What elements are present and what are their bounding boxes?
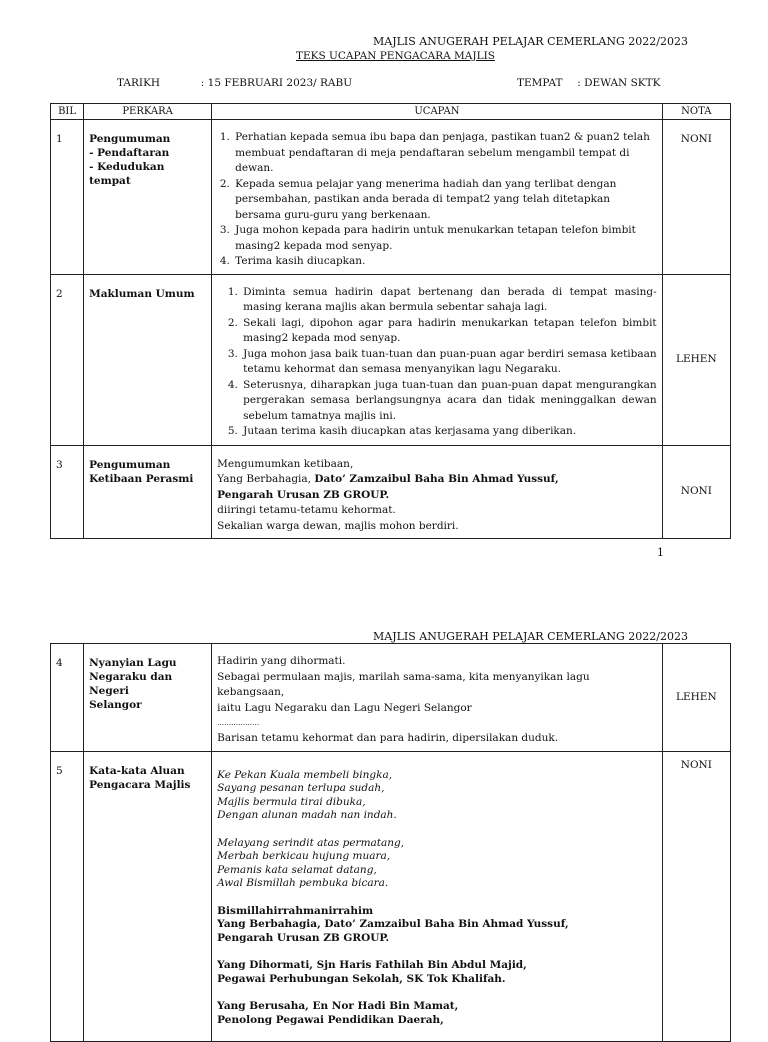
pantun-line: Majlis bermula tirai dibuka, [217, 795, 366, 808]
pantun-line: Dengan alunan madah nan indah. [217, 809, 397, 821]
row-subject [84, 120, 212, 275]
speech-line [217, 472, 656, 488]
row-subject [84, 274, 212, 445]
subject-line: Pengumuman [89, 458, 171, 471]
list-item: 1. Diminta semua hadirin dapat bertenang dan berada di tempat masing-masing kerana majlis akan bermula sebentar sahaja lagi. [241, 285, 656, 316]
greeting-line: Yang Berusaha, En Nor Hadi Bin Mamat, [217, 1000, 459, 1012]
speech-list [217, 130, 656, 270]
subject-line: Selangor [89, 699, 142, 711]
venue-label: TEMPAT [517, 77, 563, 89]
document-title: TEKS UCAPAN PENGACARA MAJLIS [296, 50, 495, 62]
row-speech [212, 751, 662, 1041]
greeting-line: Pengarah Urusan ZB GROUP. [217, 931, 390, 944]
pantun-line: Pemanis kata selamat datang, [217, 863, 377, 876]
list-item: 1. Perhatian kepada semua ibu bapa dan penjaga, pastikan tuan2 & puan2 telah membuat pendaftaran di meja pendaftaran sebelum mengambil tempat di dewan. [233, 130, 656, 177]
subject-line: - Pendaftaran [89, 147, 170, 159]
row-note: NONI [662, 120, 730, 275]
speech-line: Barisan tetamu kehormat dan para hadirin, dipersilakan duduk. [217, 732, 559, 744]
greeting-line: Pegawai Perhubungan Sekolah, SK Tok Khalifah. [217, 972, 506, 985]
pantun-line: Merbah berkicau hujung muara, [217, 850, 391, 862]
greeting-line: Yang Berbahagia, Dato’ Zamzaibul Baha Bin Ahmad Yussuf, [217, 918, 569, 930]
greeting-line: Penolong Pegawai Pendidikan Daerah, [217, 1013, 444, 1026]
speech-line: Hadirin yang dihormati. [217, 655, 346, 667]
row-number: 3 [51, 445, 84, 539]
row-speech [212, 445, 662, 539]
row-note: NONI [662, 751, 730, 1041]
subject-line: Nyanyian Lagu [89, 657, 177, 669]
row-subject [84, 445, 212, 539]
row-subject [84, 644, 212, 752]
list-item: 3. Juga mohon jasa baik tuan-tuan dan puan-puan agar berdiri semasa ketibaan tetamu kehormat dan semasa menyanyikan lagu Negaraku. [241, 347, 656, 378]
guest-title: Pengarah Urusan ZB GROUP. [217, 488, 390, 501]
speech-list [217, 285, 656, 440]
speech-line: Sebagai permulaan majis, marilah sama-sama, kita menyanyikan lagu kebangsaan, [217, 670, 590, 698]
list-item: 2. Kepada semua pelajar yang menerima hadiah dan yang terlibat dengan persembahan, pastikan anda berada di tempat2 yang telah ditetapkan bersama guru-guru yang berkenaan. [233, 177, 656, 224]
greeting-block [217, 959, 656, 986]
pantun-line: Awal Bismillah pembuka bicara. [217, 877, 389, 889]
row-number: 2 [51, 274, 84, 445]
col-header-bil: BIL [51, 104, 84, 120]
greeting-line: Bismillahirrahmanirrahim [217, 904, 374, 917]
speech-line: diiringi tetamu-tetamu kehormat. [217, 504, 396, 516]
list-item: 2. Sekali lagi, dipohon agar para hadirin menukarkan tetapan telefon bimbit masing2 kepada mod senyap. [241, 316, 656, 347]
row-number: 1 [51, 120, 84, 275]
date-label: TARIKH [117, 77, 161, 89]
speech-text: Yang Berbahagia, [217, 473, 315, 485]
subject-line: Negaraku dan Negeri [89, 671, 173, 697]
col-header-nota: NOTA [662, 104, 730, 120]
row-note: LEHEN [662, 274, 730, 445]
program-table [50, 103, 731, 539]
date-value: : 15 FEBRUARI 2023/ RABU [200, 77, 353, 89]
greeting-block [217, 1000, 656, 1027]
speech-line: Mengumumkan ketibaan, [217, 457, 354, 470]
event-title-page2: MAJLIS ANUGERAH PELAJAR CEMERLANG 2022/2023 [373, 630, 688, 643]
venue-line [517, 76, 660, 92]
list-item: 3. Juga mohon kepada para hadirin untuk menukarkan tetapan telefon bimbit masing2 kepada mod senyap. [233, 223, 656, 254]
page-number: 1 [657, 546, 664, 559]
row-subject [84, 751, 212, 1041]
event-title: MAJLIS ANUGERAH PELAJAR CEMERLANG 2022/2023 [373, 35, 688, 48]
program-table-page2 [50, 643, 731, 1042]
list-item: 4. Seterusnya, diharapkan juga tuan-tuan dan puan-puan dapat mengurangkan pergerakan semasa berlangsungnya acara dan tidak meninggalkan dewan sebelum tamatnya majlis ini. [241, 378, 656, 425]
col-header-perkara: PERKARA [84, 104, 212, 120]
speech-line: Sekalian warga dewan, majlis mohon berdiri. [217, 519, 459, 532]
row-note: NONI [662, 445, 730, 539]
date-line [117, 76, 352, 92]
table-row [51, 445, 731, 539]
row-speech [212, 274, 662, 445]
row-number: 5 [51, 751, 84, 1041]
table-row [51, 274, 731, 445]
venue-value: : DEWAN SKTK [577, 77, 661, 89]
pantun-line: Sayang pesanan terlupa sudah, [217, 782, 385, 794]
subject-line: Pengacara Majlis [89, 778, 191, 791]
pantun-line: Ke Pekan Kuala membeli bingka, [217, 768, 393, 781]
guest-name: Dato’ Zamzaibul Baha Bin Ahmad Yussuf, [314, 473, 559, 485]
list-item: 5. Jutaan terima kasih diucapkan atas kerjasama yang diberikan. [241, 424, 656, 440]
subject-line: - Kedudukan tempat [89, 161, 165, 187]
greeting-line: Yang Dihormati, Sjn Haris Fathilah Bin Abdul Majid, [217, 959, 527, 971]
row-note: LEHEN [662, 644, 730, 752]
pantun-stanza [217, 837, 656, 891]
row-number: 4 [51, 644, 84, 752]
table-row [51, 751, 731, 1041]
subject-line: Makluman Umum [89, 287, 195, 300]
table-row [51, 644, 731, 752]
table-header-row [51, 104, 731, 120]
greeting-block [217, 905, 656, 946]
subject-line: Kata-kata Aluan [89, 764, 185, 777]
song-placeholder: ……………… [217, 719, 260, 727]
subject-line: Ketibaan Perasmi [89, 472, 194, 485]
list-item: 4. Terima kasih diucapkan. [233, 254, 656, 270]
subject-line: Pengumuman [89, 133, 171, 145]
col-header-ucapan: UCAPAN [212, 104, 662, 120]
pantun-line: Melayang serindit atas permatang, [217, 836, 405, 849]
speech-line: iaitu Lagu Negaraku dan Lagu Negeri Selangor [217, 701, 472, 714]
pantun-stanza [217, 769, 656, 823]
row-speech [212, 120, 662, 275]
table-row [51, 120, 731, 275]
row-speech [212, 644, 662, 752]
